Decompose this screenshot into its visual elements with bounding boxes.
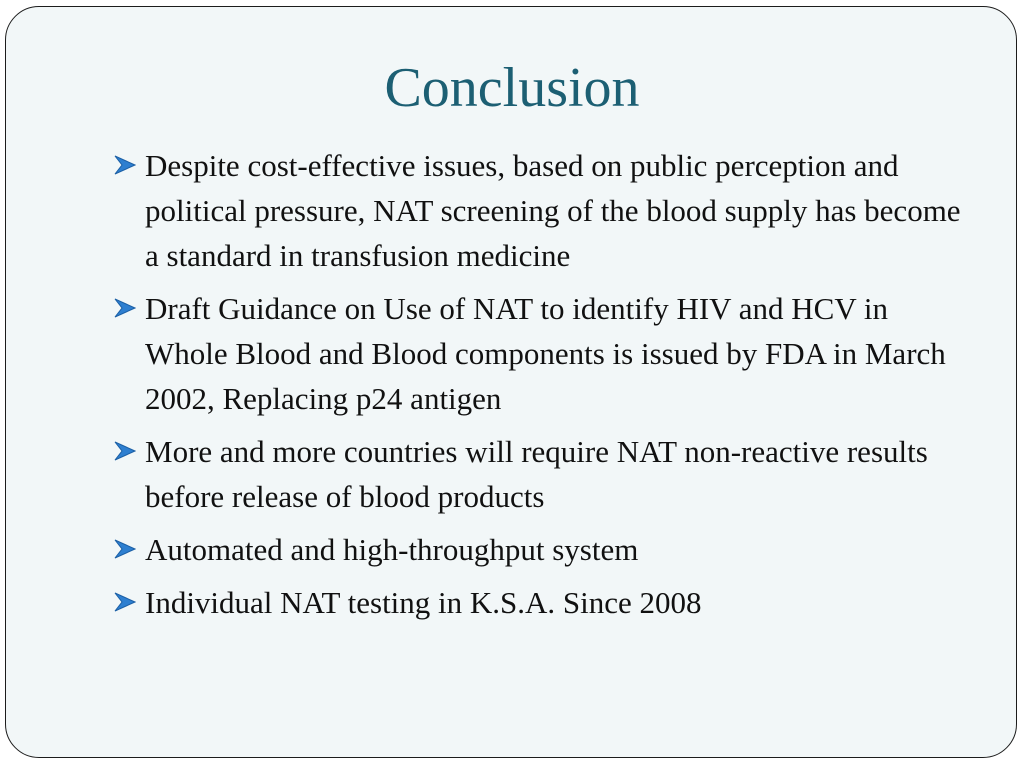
bullet-text: Automated and high-throughput system	[145, 532, 639, 567]
bullet-list	[112, 143, 974, 633]
arrowhead-bullet-icon	[114, 592, 136, 612]
bullet-text: Draft Guidance on Use of NAT to identify HIV and HCV in Whole Blood and Blood components is issued by FDA in March 2002, Replacing p24 antigen	[145, 291, 946, 416]
bullet-item	[112, 580, 974, 625]
arrowhead-bullet-icon	[114, 441, 136, 461]
arrowhead-bullet-icon	[114, 298, 136, 318]
arrowhead-bullet-icon	[114, 155, 136, 175]
bullet-text: More and more countries will require NAT non-reactive results before release of blood products	[145, 434, 928, 514]
bullet-item	[112, 429, 974, 519]
bullet-text: Individual NAT testing in K.S.A. Since 2008	[145, 585, 702, 620]
bullet-item	[112, 143, 974, 278]
bullet-item	[112, 286, 974, 421]
bullet-text: Despite cost-effective issues, based on public perception and political pressure, NAT screening of the blood supply has become a standard in transfusion medicine	[145, 148, 961, 273]
bullet-item	[112, 527, 974, 572]
slide-title: Conclusion	[384, 57, 640, 119]
arrowhead-bullet-icon	[114, 539, 136, 559]
